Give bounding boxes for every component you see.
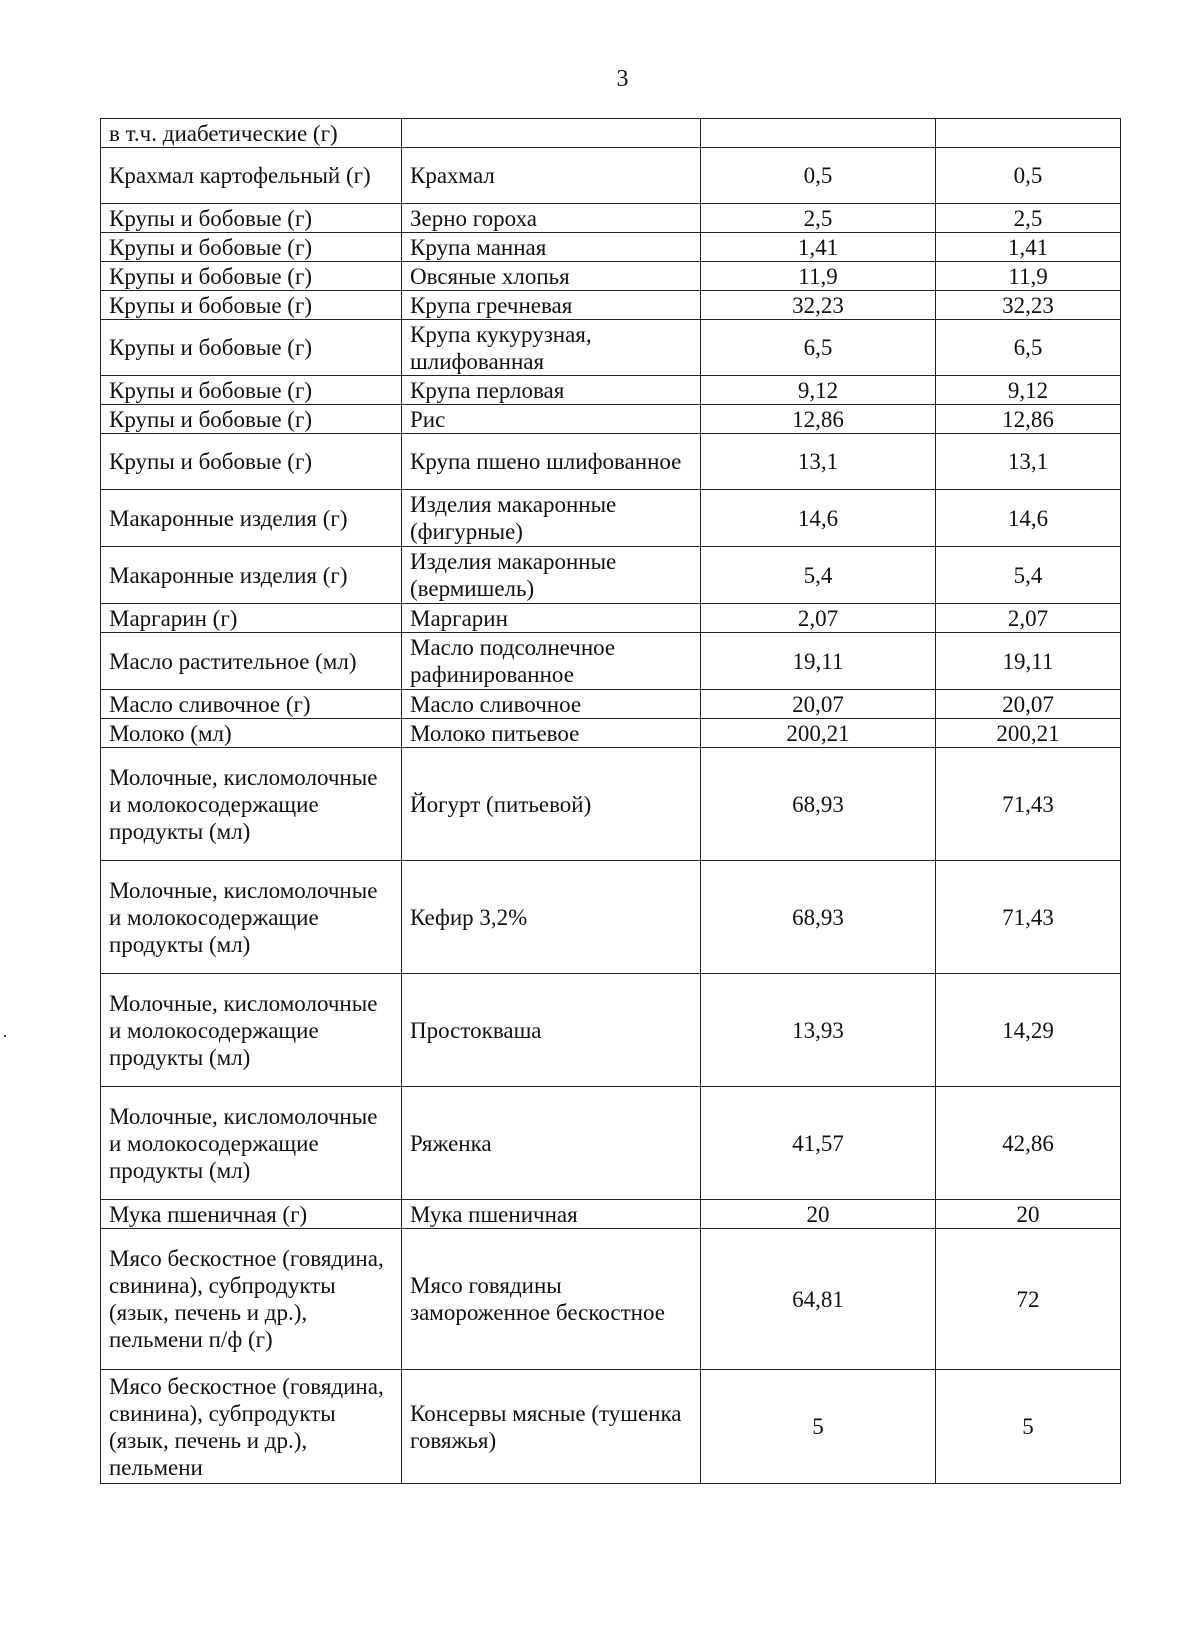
value1-cell: 68,93 [701, 861, 936, 974]
table-row [101, 434, 1121, 490]
value2-cell: 9,12 [936, 376, 1121, 405]
table-row [101, 376, 1121, 405]
table-row [101, 1200, 1121, 1229]
category-cell: в т.ч. диабетические (г) [101, 119, 402, 148]
category-cell: Крахмал картофельный (г) [101, 148, 402, 204]
value2-cell: 5 [936, 1370, 1121, 1484]
category-cell: Молочные, кисломолочные и молокосодержащие продукты (мл) [101, 861, 402, 974]
value2-cell: 32,23 [936, 291, 1121, 320]
value1-cell: 20,07 [701, 690, 936, 719]
value2-cell: 1,41 [936, 233, 1121, 262]
table-row [101, 690, 1121, 719]
table-row [101, 1229, 1121, 1370]
category-cell: Крупы и бобовые (г) [101, 434, 402, 490]
value1-cell: 5 [701, 1370, 936, 1484]
table-row [101, 719, 1121, 748]
value2-cell: 14,6 [936, 490, 1121, 547]
product-cell: Масло сливочное [402, 690, 701, 719]
value1-cell: 12,86 [701, 405, 936, 434]
category-cell: Мясо бескостное (говядина, свинина), субпродукты (язык, печень и др.), пельмени [101, 1370, 402, 1484]
value1-cell: 41,57 [701, 1087, 936, 1200]
value2-cell: 200,21 [936, 719, 1121, 748]
value2-cell: 71,43 [936, 861, 1121, 974]
category-cell: Мясо бескостное (говядина, свинина), субпродукты (язык, печень и др.), пельмени п/ф (г) [101, 1229, 402, 1370]
product-cell: Йогурт (питьевой) [402, 748, 701, 861]
value2-cell [936, 119, 1121, 148]
category-cell: Маргарин (г) [101, 604, 402, 633]
product-cell: Простокваша [402, 974, 701, 1087]
product-cell: Ряженка [402, 1087, 701, 1200]
value2-cell: 11,9 [936, 262, 1121, 291]
category-cell: Молочные, кисломолочные и молокосодержащие продукты (мл) [101, 748, 402, 861]
value1-cell: 1,41 [701, 233, 936, 262]
product-cell: Крупа кукурузная, шлифованная [402, 320, 701, 376]
category-cell: Крупы и бобовые (г) [101, 291, 402, 320]
product-cell: Крупа перловая [402, 376, 701, 405]
table-row [101, 974, 1121, 1087]
value2-cell: 2,5 [936, 204, 1121, 233]
value1-cell: 5,4 [701, 547, 936, 604]
value2-cell: 19,11 [936, 633, 1121, 690]
category-cell: Масло сливочное (г) [101, 690, 402, 719]
value1-cell: 14,6 [701, 490, 936, 547]
product-cell: Крупа манная [402, 233, 701, 262]
product-cell: Крупа гречневая [402, 291, 701, 320]
product-cell: Крупа пшено шлифованное [402, 434, 701, 490]
value2-cell: 13,1 [936, 434, 1121, 490]
value1-cell: 6,5 [701, 320, 936, 376]
value1-cell: 13,93 [701, 974, 936, 1087]
category-cell: Крупы и бобовые (г) [101, 405, 402, 434]
value1-cell: 68,93 [701, 748, 936, 861]
value1-cell: 64,81 [701, 1229, 936, 1370]
table-row [101, 233, 1121, 262]
category-cell: Молочные, кисломолочные и молокосодержащие продукты (мл) [101, 1087, 402, 1200]
scan-speck [4, 1035, 6, 1037]
value1-cell: 9,12 [701, 376, 936, 405]
value2-cell: 71,43 [936, 748, 1121, 861]
table-row [101, 320, 1121, 376]
product-cell: Изделия макаронные (вермишель) [402, 547, 701, 604]
value2-cell: 12,86 [936, 405, 1121, 434]
value1-cell: 32,23 [701, 291, 936, 320]
value2-cell: 6,5 [936, 320, 1121, 376]
product-cell: Зерно гороха [402, 204, 701, 233]
product-cell: Овсяные хлопья [402, 262, 701, 291]
category-cell: Крупы и бобовые (г) [101, 320, 402, 376]
table-row [101, 633, 1121, 690]
value2-cell: 42,86 [936, 1087, 1121, 1200]
value2-cell: 20,07 [936, 690, 1121, 719]
category-cell: Макаронные изделия (г) [101, 547, 402, 604]
table-row [101, 547, 1121, 604]
table-row [101, 861, 1121, 974]
product-cell: Маргарин [402, 604, 701, 633]
value1-cell: 19,11 [701, 633, 936, 690]
value1-cell: 13,1 [701, 434, 936, 490]
product-cell: Крахмал [402, 148, 701, 204]
category-cell: Крупы и бобовые (г) [101, 262, 402, 291]
value2-cell: 20 [936, 1200, 1121, 1229]
value1-cell: 200,21 [701, 719, 936, 748]
value2-cell: 72 [936, 1229, 1121, 1370]
table-row [101, 204, 1121, 233]
category-cell: Крупы и бобовые (г) [101, 376, 402, 405]
category-cell: Крупы и бобовые (г) [101, 233, 402, 262]
food-norms-table [100, 118, 1121, 1484]
product-cell: Масло подсолнечное рафинированное [402, 633, 701, 690]
category-cell: Молочные, кисломолочные и молокосодержащие продукты (мл) [101, 974, 402, 1087]
category-cell: Масло растительное (мл) [101, 633, 402, 690]
value1-cell: 11,9 [701, 262, 936, 291]
product-cell: Кефир 3,2% [402, 861, 701, 974]
value1-cell: 2,5 [701, 204, 936, 233]
value1-cell: 0,5 [701, 148, 936, 204]
table-row [101, 1370, 1121, 1484]
category-cell: Мука пшеничная (г) [101, 1200, 402, 1229]
table-row [101, 262, 1121, 291]
product-cell: Изделия макаронные (фигурные) [402, 490, 701, 547]
category-cell: Молоко (мл) [101, 719, 402, 748]
product-cell: Рис [402, 405, 701, 434]
product-cell: Мясо говядины замороженное бескостное [402, 1229, 701, 1370]
product-cell [402, 119, 701, 148]
value2-cell: 14,29 [936, 974, 1121, 1087]
table-row [101, 748, 1121, 861]
value2-cell: 0,5 [936, 148, 1121, 204]
product-cell: Мука пшеничная [402, 1200, 701, 1229]
table-row [101, 405, 1121, 434]
value2-cell: 5,4 [936, 547, 1121, 604]
table-row [101, 604, 1121, 633]
product-cell: Консервы мясные (тушенка говяжья) [402, 1370, 701, 1484]
table-row [101, 148, 1121, 204]
table-row [101, 490, 1121, 547]
product-cell: Молоко питьевое [402, 719, 701, 748]
category-cell: Крупы и бобовые (г) [101, 204, 402, 233]
category-cell: Макаронные изделия (г) [101, 490, 402, 547]
value1-cell: 20 [701, 1200, 936, 1229]
table-row [101, 1087, 1121, 1200]
value2-cell: 2,07 [936, 604, 1121, 633]
page-number: 3 [616, 66, 629, 92]
value1-cell [701, 119, 936, 148]
table-row [101, 291, 1121, 320]
table-row [101, 119, 1121, 148]
value1-cell: 2,07 [701, 604, 936, 633]
